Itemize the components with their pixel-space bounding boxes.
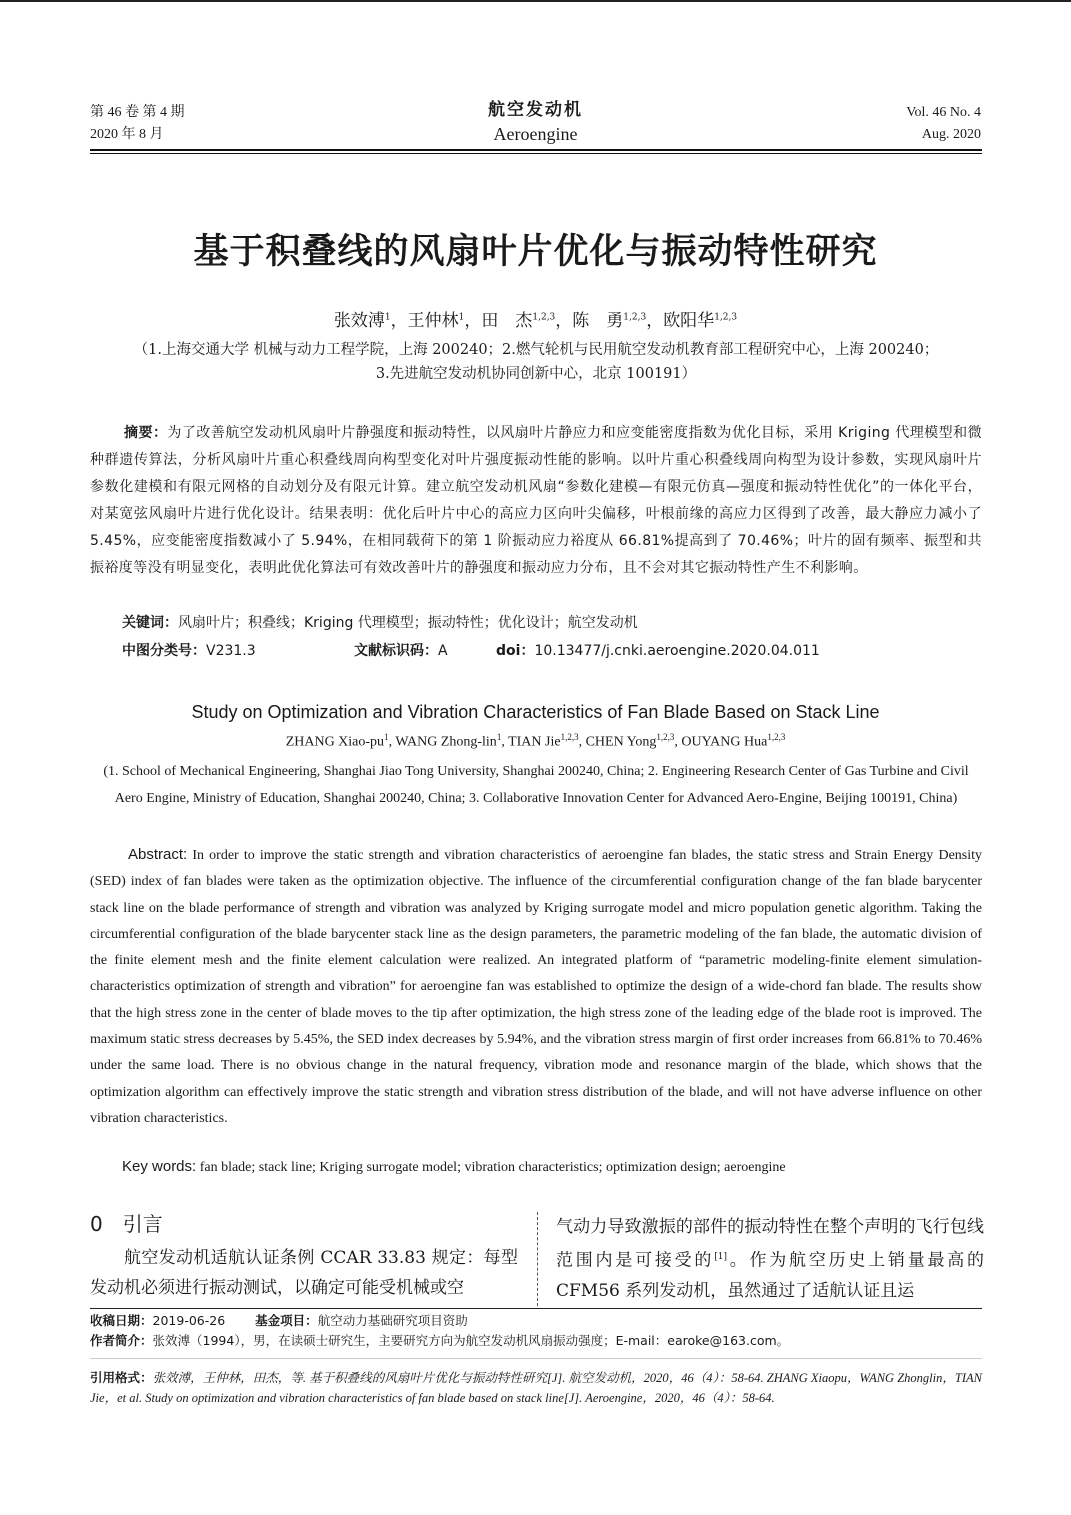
paper-title-cn: 基于积叠线的风扇叶片优化与振动特性研究 [193, 232, 878, 272]
citation-format [90, 1368, 982, 1408]
body-text: 气动力导致激振的部件的振动特性在整个声明的飞行包线范围内是可接受的 [556, 1217, 984, 1271]
abstract-label-cn: 摘要： [124, 425, 168, 441]
keywords-label-en: Key words: [122, 1158, 197, 1175]
author-name: 张效溥 [333, 311, 385, 331]
author-name-en: ZHANG Xiao-pu [285, 734, 385, 750]
column-divider [537, 1212, 538, 1306]
keywords-cn [122, 612, 638, 632]
affiliation-line: （1.上海交通大学 机械与动力工程学院，上海 200240；2.燃气轮机与民用航空发动机教育部工程研究中心，上海 200240； [133, 342, 939, 358]
doc-code-label: 文献标识码： [354, 643, 438, 659]
affiliation-line: 3.先进航空发动机协同创新中心，北京 100191） [375, 366, 697, 382]
author-bio-text: 张效溥（1994），男，在读硕士研究生，主要研究方向为航空发动机风扇振动强度；E-mail：earoke@163.com。 [152, 1333, 790, 1348]
header-right [906, 102, 981, 146]
clc-number [122, 640, 256, 660]
doi-label: doi： [496, 643, 535, 659]
volume-issue: 第 46 卷 第 4 期 [90, 105, 185, 120]
author-affil-sup: 1 [384, 312, 391, 323]
citation-text: 张效溥，王仲林，田杰，等. 基于积叠线的风扇叶片优化与振动特性研究[J]. 航空发动机，2020，46（4）：58-64. ZHANG Xiaopu，WANG Zhonglin，TIAN Jie，et al. Study on optimization and vibration characteristics of fan blade based on stack line[J]. Aeroengine，2020，46（4）：58-64. [90, 1371, 982, 1405]
footnote-received-fund [90, 1311, 982, 1331]
author-affil-sup: 1,2,3 [767, 732, 786, 742]
paper-title-en: Study on Optimization and Vibration Characteristics of Fan Blade Based on Stack Line [191, 702, 880, 722]
citation-rule [90, 1358, 982, 1359]
header-rule [90, 149, 982, 151]
document-code [354, 640, 448, 660]
affiliations-cn [90, 338, 982, 386]
doi [496, 640, 820, 660]
author-name: 田 杰 [481, 311, 533, 331]
clc-label: 中图分类号： [122, 643, 206, 659]
header-rule-thin [90, 153, 982, 154]
author-affil-sup: 1,2,3 [714, 312, 738, 323]
author-affil-sup: 1,2,3 [560, 732, 579, 742]
received-label: 收稿日期： [90, 1313, 153, 1328]
abstract-en [90, 842, 982, 1132]
section-heading [90, 1208, 163, 1237]
citation-label: 引用格式： [90, 1370, 153, 1385]
received-date: 2019-06-26 [152, 1313, 226, 1328]
body-text: 。作为航空历史上销量最高的 CFM56 系列发动机，虽然通过了适航认证且运 [556, 1250, 985, 1301]
author-name: 欧阳华 [663, 311, 715, 331]
author-affil-sup: 1,2,3 [656, 732, 675, 742]
keywords-text-en: fan blade; stack line; Kriging surrogate model; vibration characteristics; optimization design; aeroengine [199, 1160, 786, 1175]
fund-label: 基金项目： [255, 1313, 318, 1328]
author-affil-sup: 1 [384, 732, 389, 742]
author-affil-sup: 1,2,3 [532, 312, 556, 323]
body-column-right [556, 1212, 984, 1306]
abstract-text-cn: 为了改善航空发动机风扇叶片静强度和振动特性，以风扇叶片静应力和应变能密度指数为优化目标，采用 Kriging 代理模型和微种群遗传算法，分析风扇叶片重心积叠线周向构型变化对叶片强度振动性能的影响。以叶片重心积叠线周向构型为设计参数，实现风扇叶片参数化建模和有限元网格的自动划分及有限元计算。建立航空发动机风扇“参数化建模—有限元仿真—强度和振动特性优化”的一体化平台，对某宽弦风扇叶片进行优化设计。结果表明：优化后叶片中心的高应力区向叶尖偏移，叶根前缘的高应力区得到了改善，最大静应力减小了 5.45%，应变能密度指数减小了 5.94%，在相同载荷下的第 1 阶振动应力裕度从 66.81%提高到了 70.46%；叶片的固有频率、振型和共振裕度等没有明显变化，表明此优化算法可有效改善叶片的静强度和振动应力分布，且不会对其它振动特性产生不利影响。 [90, 425, 982, 576]
author-name: 陈 勇 [572, 311, 624, 331]
keywords-en [122, 1158, 786, 1176]
journal-name-en: Aeroengine [493, 124, 578, 144]
journal-name-cn: 航空发动机 [488, 100, 583, 120]
clc-value: V231.3 [206, 643, 256, 659]
author-affil-sup: 1,2,3 [623, 312, 647, 323]
author-affil-sup: 1 [496, 732, 502, 742]
citation-ref: [1] [714, 1252, 727, 1262]
section-number: 0 [90, 1212, 103, 1236]
affiliations-en: (1. School of Mechanical Engineering, Shanghai Jiao Tong University, Shanghai 200240, China; 2. Engineering Research Center of Gas Turbine and Civil Aero Engine, Ministry of Education, Shanghai 200240, China; 3. Collaborative Innovation Center for Advanced Aero-Engine, Beijing 100191, China) [103, 764, 969, 806]
author-name-en: WANG Zhong-lin [395, 734, 497, 750]
author-name-en: CHEN Yong [585, 734, 657, 750]
doc-code-value: A [438, 643, 448, 659]
author-affil-sup: 1 [458, 312, 465, 323]
author-name-en: TIAN Jie [508, 734, 561, 750]
publication-date-en: Aug. 2020 [921, 127, 981, 142]
author-name-en: OUYANG Hua [681, 734, 768, 750]
doi-value: 10.13477/j.cnki.aeroengine.2020.04.011 [534, 643, 820, 659]
abstract-label-en: Abstract: [128, 846, 188, 863]
volume-en: Vol. 46 No. 4 [906, 105, 981, 120]
author-name: 王仲林 [407, 311, 459, 331]
publication-date-cn: 2020 年 8 月 [90, 127, 164, 142]
keywords-label-cn: 关键词： [122, 615, 178, 631]
top-edge-line [0, 0, 1071, 2]
section-title: 引言 [122, 1212, 163, 1236]
authors-cn: 张效溥$^1$，王仲林$^1$，田 杰$^{1,2,3}$，陈 勇$^{1,2,3}$，欧阳华$^{1,2,3}$ [333, 311, 738, 331]
footnote-rule [90, 1308, 982, 1309]
footnote-author-bio [90, 1331, 982, 1351]
author-bio-label: 作者简介： [90, 1333, 153, 1348]
body-column-left: 航空发动机适航认证条例 CCAR 33.83 规定：每型发动机必须进行振动测试，以确定可能受机械或空 [90, 1248, 518, 1298]
abstract-cn [90, 420, 982, 582]
keywords-text-cn: 风扇叶片；积叠线；Kriging 代理模型；振动特性；优化设计；航空发动机 [178, 615, 638, 631]
fund-value: 航空动力基础研究项目资助 [317, 1313, 468, 1328]
authors-en: ZHANG Xiao-$pu^1$, WANG Zhong-lin$^1$, TIAN Jie$^{1,2,3}$, CHEN Yong$^{1,2,3}$, OUYANG Hua$^{1,2,3}$ [285, 732, 786, 750]
abstract-text-en: In order to improve the static strength and vibration characteristics of aeroengine fan blades, the static stress and Strain Energy Density (SED) index of fan blades were taken as the optimization objective. The influence of the circumferential configuration change of the fan blade barycenter stack line on the blade performance of strength and vibration was analyzed by Kriging surrogate model and micro population genetic algorithm. Taking the circumferential configuration of the blade barycenter stack line as the design parameters, the parametric modeling of the fan blade, the automatic division of the finite element mesh and the finite element calculation were realized. An integrated platform of “parametric modeling-finite element simulation- characteristics optimization of strength and vibration” for aeroengine fan was established to optimize the design of a wide-chord fan blade. The results show that the high stress zone in the center of blade moves to the tip after optimization, the high stress zone of the leading edge of the blade root is improved. The maximum static stress decreases by 5.45%, the SED index decreases by 5.94%, and the vibration stress margin of first order increases from 66.81% to 70.46% under the same load. There is no obvious change in the natural frequency, vibration mode and resonance margin of the blade, which shows that the optimization algorithm can effectively improve the static strength and vibration stress distribution of the blade, and will not have adverse influence on other vibration characteristics. [90, 848, 983, 1126]
